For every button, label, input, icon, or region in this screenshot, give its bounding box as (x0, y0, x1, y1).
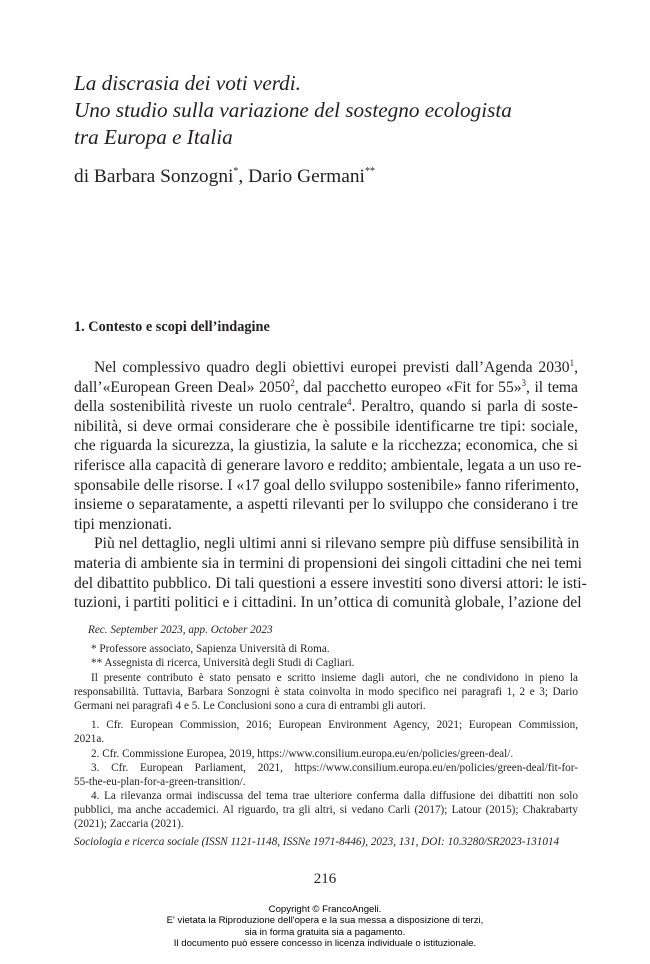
body-line: Nel complessivo quadro degli obiettivi europei previsti dall’Agenda 2030$^1$, (94, 358, 578, 376)
affiliation-1: * Professore associato, Sapienza Università di Roma. (91, 643, 330, 656)
authors-prefix: di Barbara Sonzogni (74, 166, 234, 187)
contribution-note: Il presente contributo è stato pensato e scritto insieme dagli autori, che ne condividono in pieno la (91, 671, 578, 684)
journal-citation: Sociologia e ricerca sociale (ISSN 1121-1148, ISSNe 1971-8446), 2023, 131, DOI: 10.3280/SR2023-131014 (74, 836, 560, 848)
authors-second: , Dario Germani (238, 166, 365, 187)
body-line: insieme o separatamente, a aspetti rilevanti per lo sviluppo che considerano i tre (74, 496, 578, 514)
body-line: materia di ambiente sia in termini di propensioni dei singoli cittadini che nei temi (74, 554, 582, 572)
footnote-ref[interactable]: 4 (346, 397, 352, 408)
article-title (74, 70, 614, 151)
author2-footnote-mark[interactable]: ** (364, 166, 375, 177)
contribution-note: Germani nei paragrafi 4 e 5. Le Conclusioni sono a cura di entrambi gli autori. (74, 699, 426, 712)
body-line: sponsabile delle risorse. I «17 goal dello sviluppo sostenibile» fanno riferimento, (74, 476, 579, 494)
footnote-1: 2021a. (74, 733, 105, 746)
footnotes (74, 623, 578, 832)
title-line-3: tra Europa e Italia (74, 125, 233, 149)
copyright-line: sia in forma gratuita sia a pagamento. (244, 926, 406, 938)
body-line: Più nel dettaglio, negli ultimi anni si rilevano sempre più diffuse sensibilità in (94, 535, 580, 553)
received-date: Rec. September 2023, app. October 2023 (88, 624, 273, 636)
footnote-2: 2. Cfr. Commissione Europea, 2019, https://www.consilium.europa.eu/en/policies/green-deal/. (91, 747, 514, 760)
body-line: della sostenibilità riveste un ruolo centrale$^4$. Peraltro, quando si parla di soste- (74, 397, 578, 416)
footnote-3: 3. Cfr. European Parliament, 2021, https://www.consilium.europa.eu/en/policies/green-deal/fit-for- (91, 761, 578, 774)
authors-line (74, 166, 375, 188)
copyright-notice (0, 904, 650, 950)
page-number: 216 (313, 871, 337, 887)
author1-footnote-mark[interactable]: * (233, 166, 239, 177)
footnote-ref[interactable]: 2 (290, 377, 295, 388)
footnote-4: 4. La rilevanza ormai indiscussa del tema trae ulteriore conferma dalla diffusione dei dibattiti non solo (91, 790, 578, 803)
footnote-ref[interactable]: 1 (569, 358, 575, 368)
body-line: tuzioni, i partiti politici e i cittadini. In un’ottica di comunità globale, l’azione del (74, 594, 582, 612)
copyright-line: Copyright © FrancoAngeli. (268, 904, 382, 915)
copyright-line: Il documento può essere concesso in licenza individuale o istituzionale. (173, 938, 477, 950)
title-line-1: La discrasia dei voti verdi. (74, 71, 301, 95)
body-line: tipi menzionati. (74, 515, 172, 533)
copyright-line: E' vietata la Riproduzione dell'opera e la sua messa a disposizione di terzi, (166, 915, 484, 927)
body-line: riferisce alla capacità di generare lavoro e reddito; ambientale, legata a un uso re- (74, 456, 582, 474)
body-line: del dibattito pubblico. Di tali questioni a essere investiti sono diversi attori: le isti- (74, 574, 587, 592)
contribution-note: responsabilità. Tuttavia, Barbara Sonzogni è stata coinvolta in modo specifico nei paragrafi 1, 2 e 3; Dario (74, 685, 578, 698)
footnote-4: pubblici, ma anche accademici. Al riguardo, tra gli altri, si vedano Carli (2017); Latour (2015); Chakrabarty (74, 804, 578, 817)
footnote-1: 1. Cfr. European Commission, 2016; European Environment Agency, 2021; European Commission, (91, 719, 578, 732)
affiliation-2: ** Assegnista di ricerca, Università degli Studi di Cagliari. (91, 657, 355, 670)
footnote-4: (2021); Zaccaria (2021). (74, 818, 184, 831)
footnote-3: 55-the-eu-plan-for-a-green-transition/. (74, 775, 246, 788)
body-line: che riguarda la sicurezza, la giustizia, la salute e la ricchezza; economica, che si (74, 437, 578, 455)
body-text (74, 358, 587, 613)
section-heading: 1. Contesto e scopi dell’indagine (74, 319, 270, 335)
body-line: nibilità, si deve ormai considerare che è possibile identificarne tre tipi: sociale, (74, 417, 578, 435)
footnote-ref[interactable]: 3 (521, 377, 527, 388)
title-line-2: Uno studio sulla variazione del sostegno ecologista (74, 98, 512, 122)
body-line: dall’«European Green Deal» 2050$^2$, dal pacchetto europeo «Fit for 55»$^3$, il tema (74, 377, 578, 396)
